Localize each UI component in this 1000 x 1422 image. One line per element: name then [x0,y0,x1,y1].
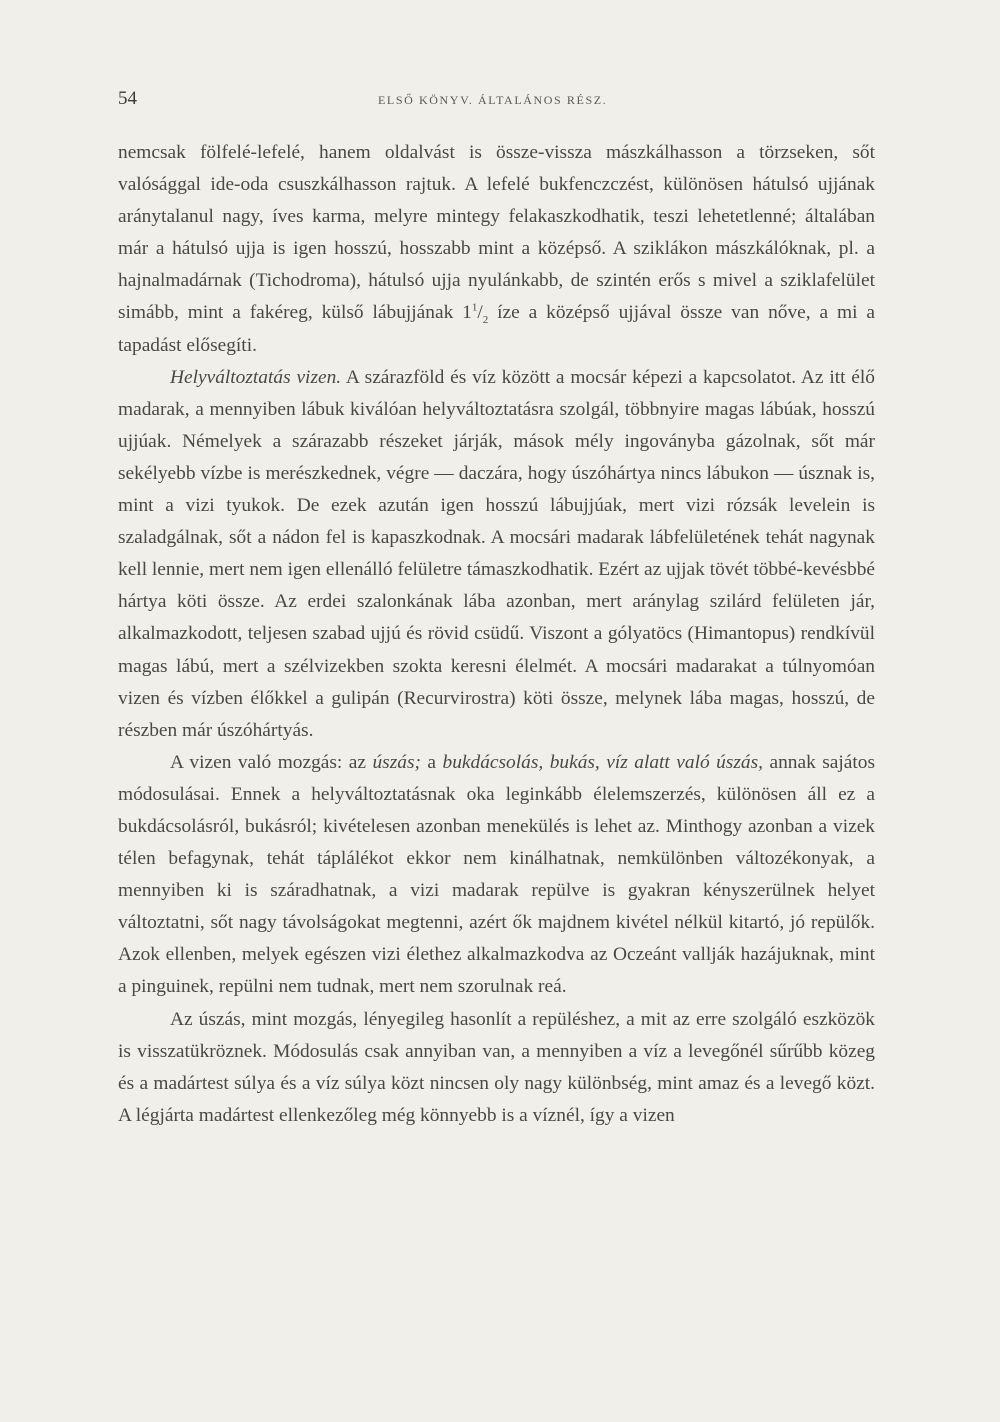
paragraph-1-end: íze a középső ujjával össze van nőve, a mi a tapadást elősegíti. [118,302,875,356]
paragraph-3-a: A vizen való mozgás: az [170,751,373,773]
paragraph-3-b: a [420,751,443,773]
paragraph-3-italic-1: úszás; [372,751,421,773]
section-heading-italic: Helyváltoztatás vizen. [170,366,342,388]
running-head: ELSŐ KÖNYV. ÁLTALÁNOS RÉSZ. [378,93,608,107]
paragraph-2-text: A szárazföld és víz között a mocsár képezi a kapcsolatot. Az itt élő madarak, a mennyiben lábuk kiválóan helyváltoztatásra szolgál, többnyire magas lábúak, hosszú ujjúak. Némelyek a szárazabb részeket járják, mások mély ingoványba gázolnak, sőt már sekélyebb vízbe is merészkednek, végre — daczára, hogy úszóhártya nincs lábukon — úsznak is, mint a vizi tyukok. De ezek azután igen hosszú lábujjúak, mert vizi rózsák levelein is szaladgálnak, sőt a nádon fel is kapaszkodnak. A mocsári madarak lábfelületének tehát nagynak kell lennie, mert nem igen ellenálló felületre támaszkodhatik. Ezért az ujjak tövét többé-kevésbbé hártya köti össze. Az erdei szalonkának lába azonban, mert aránylag szilárd felületen jár, alkalmazkodott, teljesen szabad ujjú és rövid csüdű. Viszont a gólyatöcs (Himantopus) rendkívül magas lábú, mert a szélvizekben szokta keresni élelmét. A mocsári madarakat a túlnyomóan vizen és vízben élőkkel a gulipán (Recurvirostra) köti össze, melynek lába magas, hosszú, de részben már úszóhártyás. [118,366,876,741]
paragraph-3 [118,747,875,1004]
paragraph-1-text: nemcsak fölfelé-lefelé, hanem oldalvást is össze-vissza mászkálhasson a törzseken, sőt valósággal ide-oda csuszkálhasson rajtuk. A lefelé bukfenczczést, különösen hátulsó ujjának aránytalanul nagy, íves karma, melyre mintegy felakaszkodhatik, teszi lehetetlenné; általában már a hátulsó ujja is igen hosszú, hosszabb mint a középső. A sziklákon mászkálóknak, pl. a hajnalmadárnak (Tichodroma), hátulsó ujja nyulánkabb, de szintén erős s mivel a sziklafelület simább, mint a fakéreg, külső lábujjának 1 [118,142,875,324]
paragraph-4-text: Az úszás, mint mozgás, lényegileg hasonlít a repüléshez, a mit az erre szolgáló eszközök is visszatükröznek. Módosulás csak annyiban van, a mennyiben a víz a levegőnél sűrűbb közeg és a madártest súlya és a víz súlya közt nincsen oly nagy különbség, mint amaz és a levegő közt. A légjárta madártest ellenkezőleg még könnyebb is a víznél, így a vizen [118,1008,875,1126]
paragraph-3-c: annak sajátos módosulásai. Ennek a helyváltoztatásnak oka leginkább élelemszerzés, különösen áll ez a bukdácsolásról, bukásról; kivételesen azonban menekülés is lehet az. Minthogy azonban a vizek télen befagynak, tehát táplálékot ekkor nem kinálhatnak, nemkülönben változékonyak, a mennyiben ki is száradhatnak, a vizi madarak repülve is gyakran kényszerülnek helyet változtatni, sőt nagy távolságokat megtenni, azért ők majdnem kivétel nélkül kitartó, jó repülők. Azok ellenben, melyek egészen vizi élethez alkalmazkodva az Oczeánt vallják hazájuknak, mint a pinguinek, repülni nem tudnak, mert nem szorulnak reá. [118,751,876,998]
page-header [118,88,875,118]
paragraph-2 [118,362,875,747]
body-text [118,137,875,1132]
fraction-numerator: 1 [471,302,478,314]
paragraph-1: nemcsak fölfelé-lefelé, hanem oldalvást is össze-vissza mászkálhasson a törzseken, sőt valósággal ide-oda csuszkálhasson rajtuk. A lefelé bukfenczczést, különösen hátulsó ujjának aránytalanul nagy, íves karma, melyre mintegy felakaszkodhatik, teszi lehetetlenné; általában már a hátulsó ujja is igen hosszú, hosszabb mint a középső. A sziklákon mászkálóknak, pl. a hajnalmadárnak (Tichodroma), hátulsó ujja nyulánkabb, de szintén erős s mivel a sziklafelület simább, mint a fakéreg, külső lábujjának $1^1/_2$ íze a középső ujjával össze van nőve, a mi a tapadást elősegíti. [118,142,875,356]
page-number: 54 [118,88,137,109]
fraction-denominator: 2 [482,314,489,327]
paragraph-3-italic-2: bukdácsolás, bukás, víz alatt való úszás, [442,751,763,773]
paragraph-4 [118,1004,875,1132]
